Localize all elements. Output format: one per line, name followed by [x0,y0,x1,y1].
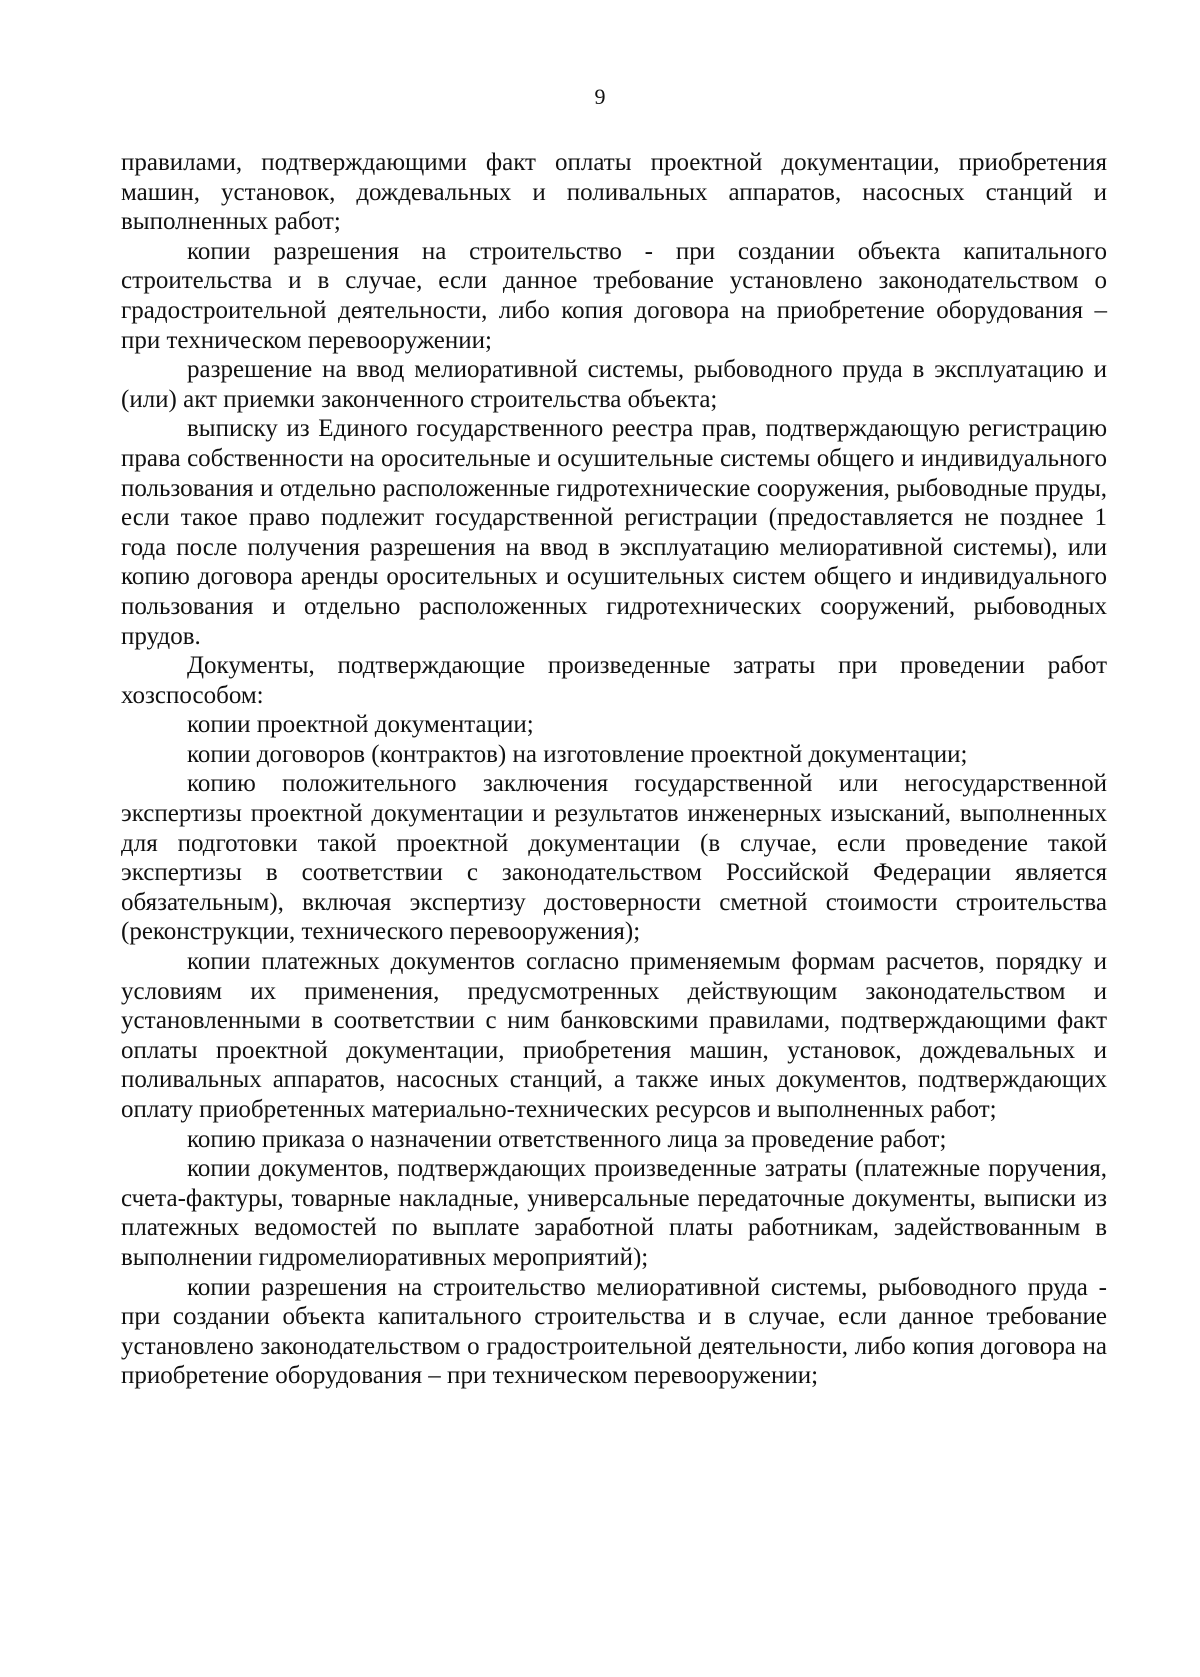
paragraph: копии разрешения на строительство - при создании объекта капитального строительства и в случае, если данное требование установлено законодательством о градостроительной деятельности, либо копия договора на приобретение оборудования – при техническом перевооружении; [121,237,1107,354]
paragraph: копии платежных документов согласно применяемым формам расчетов, порядку и условиям их применения, предусмотренных действующим законодательством и установленными в соответствии с ним банковскими правилами, подтверждающими факт оплаты проектной документации, приобретения машин, установок, дождевальных и поливальных аппаратов, насосных станций, а также иных документов, подтверждающих оплату приобретенных материально-технических ресурсов и выполненных работ; [121,948,1107,1123]
paragraph: Документы, подтверждающие произведенные затраты при проведении работ хозспособом: [121,652,1107,709]
paragraph: копию приказа о назначении ответственного лица за проведение работ; [187,1125,947,1153]
paragraph: копии разрешения на строительство мелиоративной системы, рыбоводного пруда - при создании объекта капитального строительства и в случае, если данное требование установлено законодательством о градостроительной деятельности, либо копия договора на приобретение оборудования – при техническом перевооружении; [121,1273,1107,1390]
paragraph: копии проектной документации; [187,711,534,739]
paragraph: правилами, подтверждающими факт оплаты проектной документации, приобретения машин, установок, дождевальных и поливальных аппаратов, насосных станций и выполненных работ; [121,149,1107,236]
paragraph: разрешение на ввод мелиоративной системы, рыбоводного пруда в эксплуатацию и (или) акт приемки законченного строительства объекта; [121,356,1107,413]
page-number: 9 [594,84,606,109]
paragraph: копии договоров (контрактов) на изготовление проектной документации; [187,740,968,768]
paragraph: копию положительного заключения государственной или негосударственной экспертизы проектной документации и результатов инженерных изысканий, выполненных для подготовки такой проектной документации (в случае, если проведение такой экспертизы в соответствии с законодательством Российской Федерации является обязательным), включая экспертизу достоверности сметной стоимости строительства (реконструкции, технического перевооружения); [121,770,1107,946]
paragraph: выписку из Единого государственного реестра прав, подтверждающую регистрацию права собственности на оросительные и осушительные системы общего и индивидуального пользования и отдельно расположенные гидротехнические сооружения, рыбоводные пруды, если такое право подлежит государственной регистрации (предоставляется не позднее 1 года после получения разрешения на ввод в эксплуатацию мелиоративной системы), или копию договора аренды оросительных и осушительных систем общего и индивидуального пользования и отдельно расположенных гидротехнических сооружений, рыбоводных прудов. [121,415,1107,650]
document-body [121,148,1107,1391]
paragraph: копии документов, подтверждающих произведенные затраты (платежные поручения, счета-фактуры, товарные накладные, универсальные передаточные документы, выписки из платежных ведомостей по выплате заработной платы работникам, задействованным в выполнении гидромелиоративных мероприятий); [121,1155,1107,1271]
